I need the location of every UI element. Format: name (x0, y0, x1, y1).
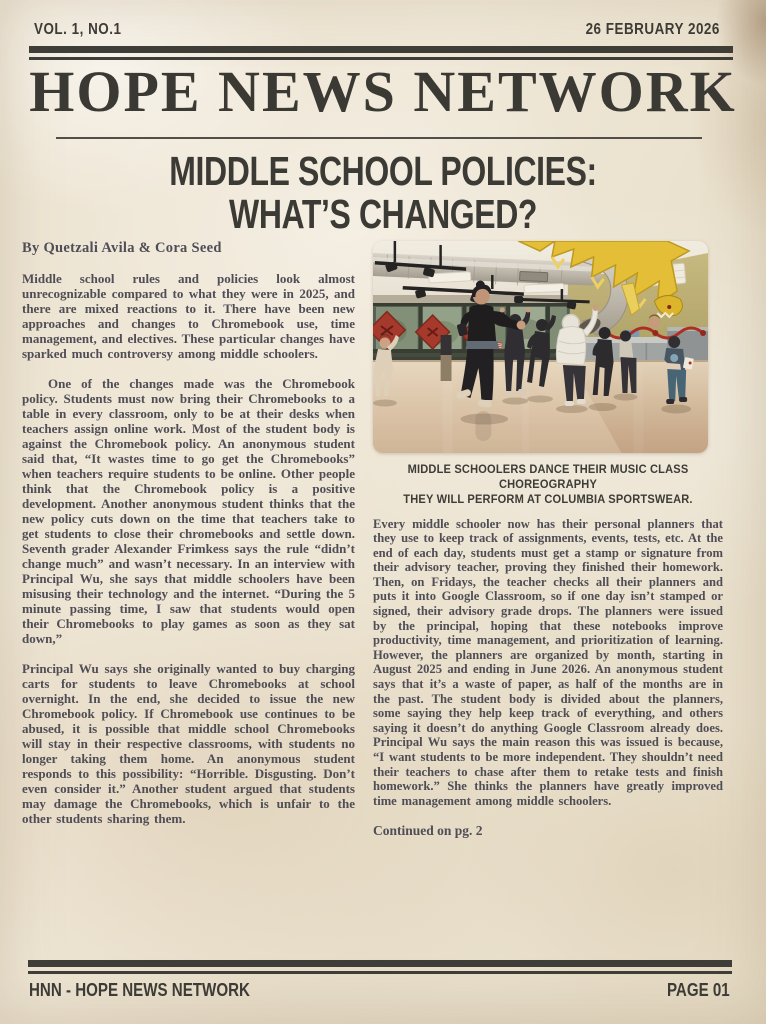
left-column (22, 239, 355, 841)
issue-date: 26 FEBRUARY 2026 (585, 21, 720, 38)
headline-line-1: MIDDLE SCHOOL POLICIES: (169, 148, 597, 194)
byline: By Quetzali Avila & Cora Seed (22, 240, 222, 256)
article-body (22, 239, 723, 841)
header-rule-thick (29, 46, 733, 53)
photo-caption (373, 462, 723, 508)
photo-warm-tint (373, 241, 708, 453)
caption-line-1: MIDDLE SCHOOLERS DANCE THEIR MUSIC CLASS CHOREOGRAPHY (407, 462, 689, 491)
article-headline (0, 150, 766, 237)
page-number: PAGE 01 (667, 980, 730, 1000)
volume-label: VOL. 1, NO.1 (34, 21, 122, 38)
dance-room-photo-illustration (373, 241, 708, 453)
article-paragraph: Principal Wu says she originally wanted to buy charging carts for students to leave Chromebooks at school overnight. In the end, she decided to issue the new Chromebook policy. If Chromebook use continues to be abused, it is possible that middle school Chromebooks will stay in their respective classrooms, with students no longer taking them home. An anonymous student responds to this possibility: “Horrible. Disgusting. Don’t even consider it.” Another student argued that students may damage the Chromebooks, which is unfair to the other students sharing them. (22, 661, 355, 826)
right-column (373, 239, 723, 841)
continued-note: Continued on pg. 2 (373, 823, 483, 839)
footer-rule-thick (28, 960, 732, 967)
caption-line-2: THEY WILL PERFORM AT COLUMBIA SPORTSWEAR. (403, 491, 693, 506)
article-paragraph: One of the changes made was the Chromebook policy. Students must now bring their Chromebooks to a table in every classroom, only to be at their desks when teachers assign online work. Most of the student body is against the Chromebook policy. An anonymous student said that, “It wastes time to go get the Chromebooks” when teachers require students to be online. Other people think that the Chromebook policy is a positive development. Another anonymous student thinks that the new policy cuts down on the time that teachers take to get students to close their chromebooks and settle down. Seventh grader Alexander Frimkess says the rule “didn’t change much” and wasn’t necessary. In an interview with Principal Wu, she says that middle schoolers have been misusing their technology and the internet. “During the 5 minute passing time, I saw that students would open their Chromebooks to play games as soon as they sat down,” (22, 376, 355, 646)
masthead-meta-row (34, 21, 720, 39)
headline-line-2: WHAT’S CHANGED? (228, 191, 537, 238)
masthead-title: HOPE NEWS NETWORK (29, 59, 737, 124)
article-paragraph: Every middle schooler now has their personal planners that they use to keep track of assignments, events, tests, etc. At the end of each day, students must get a stamp or signature from their advisory teacher, proving they finished their homework. Then, on Fridays, the teacher checks all their planners and puts it into Google Classroom, so if one day isn’t stamped or signed, their advisory grade drops. The planners were issued by the principal, hoping that these notebooks improve productivity, time management, and prioritization of learning. However, the planners are organized by month, starting in August 2025 and ending in June 2026. An anonymous student says that it’s a waste of paper, as half of the months are in the past. The student body is divided about the planners, some saying they help keep track of everything, and others saying it doesn’t do anything Google Classroom already does. Principal Wu says the main reason this was issued is because, “I want students to be more independent. They shouldn’t need their teachers to chase after them to retake tests and finish homework.” She thinks the planners have greatly improved time management among middle schoolers. (373, 516, 723, 808)
footer-row (29, 980, 730, 1001)
masthead-rule (56, 137, 702, 139)
article-photo (373, 241, 708, 453)
footer-brand: HNN - HOPE NEWS NETWORK (29, 980, 250, 1000)
article-paragraph: Middle school rules and policies look almost unrecognizable compared to what they were in 2025, and there are mixed reactions to it. There have been new approaches and changes to Chromebook use, time management, and electives. These particular changes have sparked much controversy among middle schoolers. (22, 271, 355, 361)
footer-rule-thin (28, 971, 732, 974)
